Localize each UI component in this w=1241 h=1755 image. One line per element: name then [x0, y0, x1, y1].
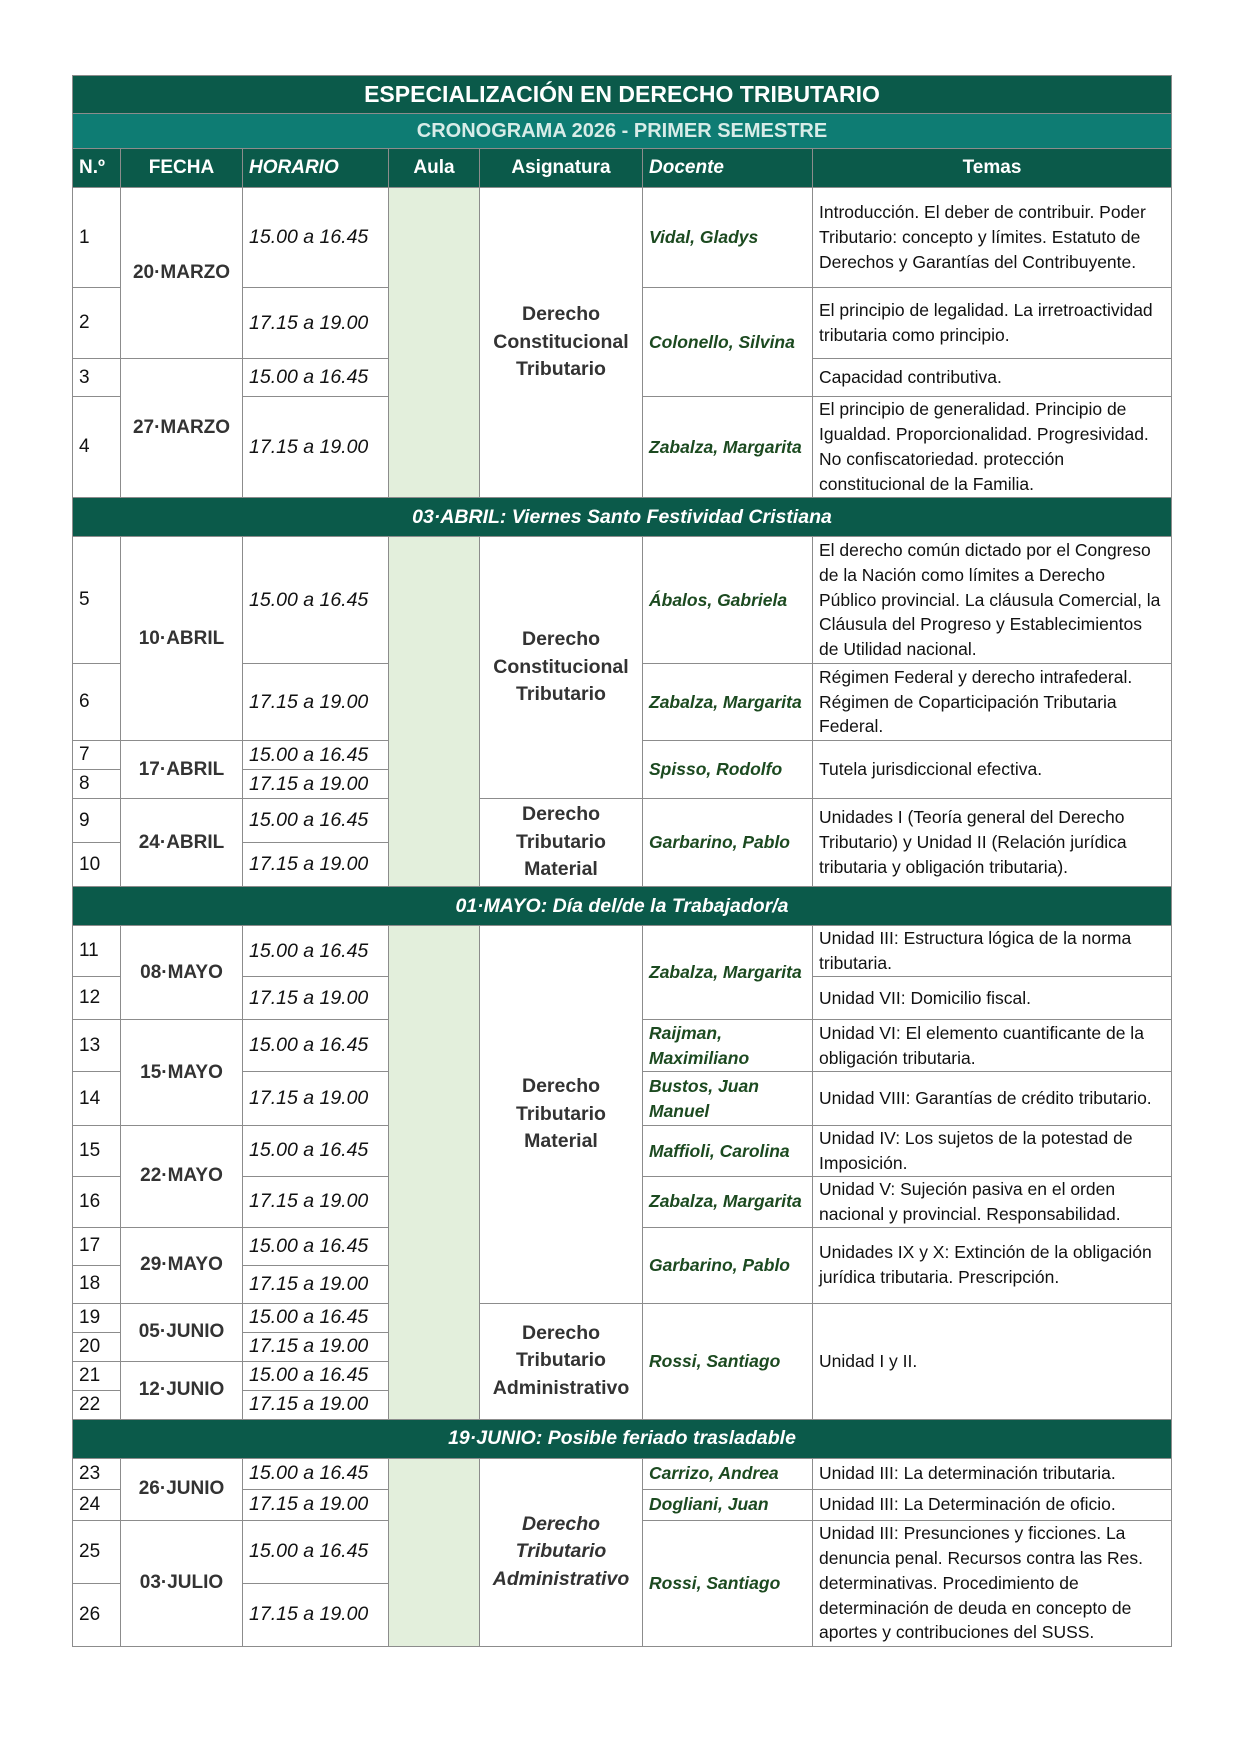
aula-cell [389, 1458, 480, 1646]
row-number: 7 [73, 741, 121, 770]
tema-cell: Unidad VII: Domicilio fiscal. [813, 977, 1172, 1020]
fecha-cell: 22·MAYO [121, 1126, 243, 1228]
docente-cell: Rossi, Santiago [643, 1520, 813, 1646]
tema-cell: Unidad IV: Los sujetos de la potestad de Imposición. [813, 1126, 1172, 1177]
tema-cell: Unidad VIII: Garantías de crédito tributario. [813, 1072, 1172, 1126]
table-row [73, 799, 1172, 843]
docente-cell: Bustos, Juan Manuel [643, 1072, 813, 1126]
row-number: 24 [73, 1489, 121, 1520]
horario-cell: 17.15 a 19.00 [243, 1176, 389, 1227]
docente-cell: Zabalza, Margarita [643, 926, 813, 1020]
holiday-banner: 03·ABRIL: Viernes Santo Festividad Cristiana [73, 498, 1172, 537]
docente-cell: Ábalos, Gabriela [643, 537, 813, 664]
aula-cell [389, 188, 480, 498]
horario-cell: 15.00 a 16.45 [243, 926, 389, 977]
aula-cell [389, 926, 480, 1420]
asignatura-cell: Derecho Tributario Administrativo [480, 1303, 643, 1419]
col-header-aula: Aula [389, 149, 480, 188]
docente-cell: Vidal, Gladys [643, 188, 813, 288]
horario-cell: 17.15 a 19.00 [243, 1072, 389, 1126]
col-header-temas: Temas [813, 149, 1172, 188]
horario-cell: 17.15 a 19.00 [243, 1390, 389, 1419]
row-number: 15 [73, 1126, 121, 1177]
col-header-horario: HORARIO [243, 149, 389, 188]
docente-cell: Carrizo, Andrea [643, 1458, 813, 1489]
row-number: 10 [73, 843, 121, 887]
docente-cell: Garbarino, Pablo [643, 799, 813, 887]
table-row [73, 188, 1172, 288]
horario-cell: 15.00 a 16.45 [243, 1126, 389, 1177]
asignatura-cell: Derecho Tributario Administrativo [480, 1458, 643, 1646]
docente-cell: Colonello, Silvina [643, 288, 813, 397]
row-number: 11 [73, 926, 121, 977]
docente-cell: Zabalza, Margarita [643, 664, 813, 741]
row-number: 1 [73, 188, 121, 288]
horario-cell: 15.00 a 16.45 [243, 1303, 389, 1332]
docente-cell: Rossi, Santiago [643, 1303, 813, 1419]
row-number: 18 [73, 1265, 121, 1303]
horario-cell: 17.15 a 19.00 [243, 288, 389, 359]
aula-cell [389, 537, 480, 887]
docente-cell: Maffioli, Carolina [643, 1126, 813, 1177]
horario-cell: 15.00 a 16.45 [243, 799, 389, 843]
fecha-cell: 12·JUNIO [121, 1361, 243, 1419]
row-number: 19 [73, 1303, 121, 1332]
horario-cell: 17.15 a 19.00 [243, 770, 389, 799]
row-number: 16 [73, 1176, 121, 1227]
fecha-cell: 20·MARZO [121, 188, 243, 359]
row-number: 20 [73, 1332, 121, 1361]
fecha-cell: 17·ABRIL [121, 741, 243, 799]
tema-cell: Unidad III: La determinación tributaria. [813, 1458, 1172, 1489]
row-number: 2 [73, 288, 121, 359]
docente-cell: Raijman, Maximiliano [643, 1020, 813, 1072]
fecha-cell: 03·JULIO [121, 1520, 243, 1646]
asignatura-cell: Derecho Tributario Material [480, 799, 643, 887]
table-row [73, 1458, 1172, 1489]
row-number: 6 [73, 664, 121, 741]
horario-cell: 15.00 a 16.45 [243, 1458, 389, 1489]
col-header-asignatura: Asignatura [480, 149, 643, 188]
asignatura-cell: Derecho Constitucional Tributario [480, 188, 643, 498]
tema-cell: Régimen Federal y derecho intrafederal. Régimen de Coparticipación Tributaria Federal. [813, 664, 1172, 741]
row-number: 17 [73, 1227, 121, 1265]
row-number: 25 [73, 1520, 121, 1583]
docente-cell: Garbarino, Pablo [643, 1227, 813, 1303]
col-header-num: N.º [73, 149, 121, 188]
page-title: ESPECIALIZACIÓN EN DERECHO TRIBUTARIO [73, 76, 1172, 114]
tema-cell: El principio de legalidad. La irretroactividad tributaria como principio. [813, 288, 1172, 359]
col-header-fecha: FECHA [121, 149, 243, 188]
holiday-banner: 01·MAYO: Día del/de la Trabajador/a [73, 887, 1172, 926]
horario-cell: 15.00 a 16.45 [243, 359, 389, 397]
tema-cell: Introducción. El deber de contribuir. Poder Tributario: concepto y límites. Estatuto de Derechos y Garantías del Contribuyente. [813, 188, 1172, 288]
row-number: 14 [73, 1072, 121, 1126]
row-number: 13 [73, 1020, 121, 1072]
horario-cell: 15.00 a 16.45 [243, 537, 389, 664]
docente-cell: Zabalza, Margarita [643, 1176, 813, 1227]
asignatura-cell: Derecho Tributario Material [480, 926, 643, 1304]
fecha-cell: 15·MAYO [121, 1020, 243, 1126]
row-number: 26 [73, 1583, 121, 1646]
tema-cell: Unidad III: Estructura lógica de la norma tributaria. [813, 926, 1172, 977]
tema-cell: Unidades IX y X: Extinción de la obligación jurídica tributaria. Prescripción. [813, 1227, 1172, 1303]
docente-cell: Zabalza, Margarita [643, 397, 813, 498]
docente-cell: Dogliani, Juan [643, 1489, 813, 1520]
horario-cell: 17.15 a 19.00 [243, 1265, 389, 1303]
tema-cell: Unidades I (Teoría general del Derecho Tributario) y Unidad II (Relación jurídica tributaria y obligación tributaria). [813, 799, 1172, 887]
fecha-cell: 26·JUNIO [121, 1458, 243, 1520]
horario-cell: 17.15 a 19.00 [243, 397, 389, 498]
fecha-cell: 08·MAYO [121, 926, 243, 1020]
tema-cell: Capacidad contributiva. [813, 359, 1172, 397]
row-number: 23 [73, 1458, 121, 1489]
horario-cell: 17.15 a 19.00 [243, 664, 389, 741]
horario-cell: 17.15 a 19.00 [243, 1332, 389, 1361]
horario-cell: 15.00 a 16.45 [243, 1227, 389, 1265]
fecha-cell: 29·MAYO [121, 1227, 243, 1303]
row-number: 12 [73, 977, 121, 1020]
table-row [73, 537, 1172, 664]
fecha-cell: 10·ABRIL [121, 537, 243, 741]
tema-cell: Unidad III: Presunciones y ficciones. La denuncia penal. Recursos contra las Res. determinativas. Procedimiento de determinación de deuda en concepto de aportes y contribuciones del SUSS. [813, 1520, 1172, 1646]
row-number: 21 [73, 1361, 121, 1390]
horario-cell: 15.00 a 16.45 [243, 1020, 389, 1072]
page-subtitle: CRONOGRAMA 2026 - PRIMER SEMESTRE [73, 114, 1172, 149]
fecha-cell: 05·JUNIO [121, 1303, 243, 1361]
tema-cell: Unidad III: La Determinación de oficio. [813, 1489, 1172, 1520]
horario-cell: 17.15 a 19.00 [243, 1489, 389, 1520]
tema-cell: Unidad I y II. [813, 1303, 1172, 1419]
row-number: 5 [73, 537, 121, 664]
row-number: 22 [73, 1390, 121, 1419]
tema-cell: El derecho común dictado por el Congreso de la Nación como límites a Derecho Público provincial. La cláusula Comercial, la Cláusula del Progreso y Establecimientos de Utilidad nacional. [813, 537, 1172, 664]
header-row [73, 149, 1172, 188]
fecha-cell: 27·MARZO [121, 359, 243, 498]
holiday-banner: 19·JUNIO: Posible feriado trasladable [73, 1419, 1172, 1458]
tema-cell: Tutela jurisdiccional efectiva. [813, 741, 1172, 799]
horario-cell: 17.15 a 19.00 [243, 1583, 389, 1646]
horario-cell: 17.15 a 19.00 [243, 977, 389, 1020]
horario-cell: 15.00 a 16.45 [243, 1520, 389, 1583]
table-row [73, 926, 1172, 977]
fecha-cell: 24·ABRIL [121, 799, 243, 887]
tema-cell: El principio de generalidad. Principio de Igualdad. Proporcionalidad. Progresividad. No confiscatoriedad. protección constitucional de la Familia. [813, 397, 1172, 498]
tema-cell: Unidad VI: El elemento cuantificante de la obligación tributaria. [813, 1020, 1172, 1072]
row-number: 4 [73, 397, 121, 498]
row-number: 9 [73, 799, 121, 843]
row-number: 3 [73, 359, 121, 397]
schedule-table [72, 75, 1172, 1647]
horario-cell: 15.00 a 16.45 [243, 1361, 389, 1390]
horario-cell: 15.00 a 16.45 [243, 188, 389, 288]
col-header-docente: Docente [643, 149, 813, 188]
docente-cell: Spisso, Rodolfo [643, 741, 813, 799]
horario-cell: 15.00 a 16.45 [243, 741, 389, 770]
table-row [73, 1303, 1172, 1332]
horario-cell: 17.15 a 19.00 [243, 843, 389, 887]
asignatura-cell: Derecho Constitucional Tributario [480, 537, 643, 799]
tema-cell: Unidad V: Sujeción pasiva en el orden nacional y provincial. Responsabilidad. [813, 1176, 1172, 1227]
row-number: 8 [73, 770, 121, 799]
